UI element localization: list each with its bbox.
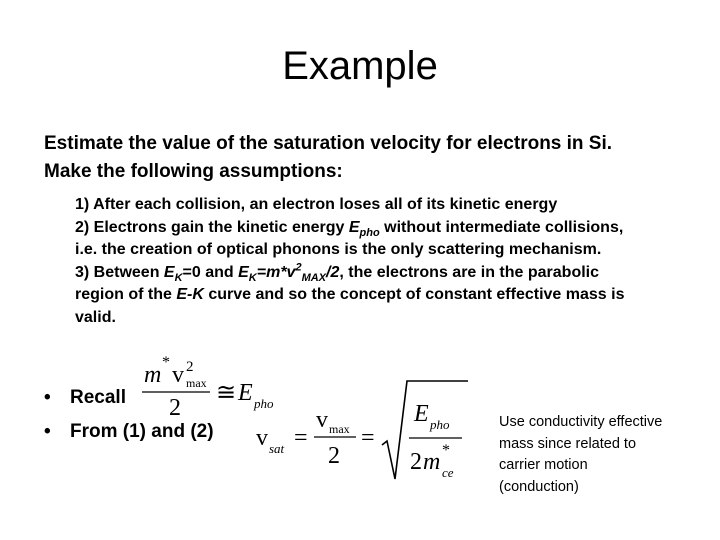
eq2-two: 2: [410, 449, 422, 475]
bullet-text: From (1) and (2): [70, 421, 214, 442]
assumption-1: 1) After each collision, an electron loses all of its kinetic energy: [75, 196, 558, 213]
assumption-2-text-e: i.e. the creation of optical phonons is the only scattering mechanism.: [75, 241, 602, 259]
assumption-2-text-a: 2) Electrons gain the kinetic energy: [75, 218, 349, 236]
assumption-3: [75, 262, 685, 330]
side-note-line-2: mass since related to: [499, 435, 637, 452]
assumption-3-text-a: 3) Between: [75, 263, 164, 281]
assumption-2-text-d: without intermediate collisions,: [379, 218, 624, 236]
eq1-energy: E: [238, 380, 253, 406]
bullet-text: Recall: [70, 387, 126, 408]
eq2-denominator: 2: [328, 443, 340, 469]
intro-line-2: Make the following assumptions:: [44, 161, 343, 182]
slide-title: Example: [282, 44, 438, 88]
eq2-star: *: [442, 442, 450, 459]
eq2-v: v: [256, 425, 268, 451]
bullet-marker: •: [44, 387, 51, 408]
assumption-2-symbol: E: [348, 218, 360, 236]
eq1-m: m: [144, 362, 162, 388]
assumption-2: [75, 217, 685, 262]
assumption-3-symbol-2: E: [238, 263, 249, 281]
intro-text: [44, 130, 704, 186]
assumption-3-text-d: =0 and: [182, 263, 239, 281]
assumption-3-superscript: 2: [295, 261, 302, 274]
assumption-3-formula: =m*v: [256, 263, 296, 281]
eq1-denominator: 2: [169, 395, 181, 421]
eq2-equals-1: =: [294, 425, 308, 451]
assumption-3-symbol-1: E: [163, 263, 175, 281]
assumption-3-ek-term: E-K: [176, 286, 204, 304]
bullet-marker: •: [44, 421, 51, 442]
eq2-ce: ce: [442, 465, 454, 480]
assumption-3-text-o: valid.: [75, 308, 116, 326]
eq2-energy: E: [414, 401, 429, 427]
side-note-line-1: Use conductivity effective: [499, 414, 663, 430]
eq1-squared: 2: [186, 359, 194, 375]
assumption-3-text-k: , the electrons are in the parabolic: [339, 263, 600, 281]
eq1-star: *: [162, 354, 170, 371]
eq2-v-max: v: [316, 407, 328, 433]
eq2-pho: pho: [430, 417, 450, 432]
eq1-max: max: [186, 376, 207, 390]
assumption-3-text-n: curve and so the concept of constant effective mass is: [203, 286, 625, 304]
assumption-3-formula-end: /2: [326, 263, 340, 281]
eq1-pho: pho: [254, 396, 274, 411]
eq2-sat: sat: [269, 441, 285, 456]
eq2-equals-2: =: [361, 425, 375, 451]
assumption-3-subscript-2: K: [248, 271, 257, 284]
eq1-approx: ≅: [216, 380, 237, 406]
assumption-3-subscript-1: K: [174, 271, 183, 284]
eq2-max: max: [329, 422, 350, 436]
assumption-2-subscript: pho: [359, 226, 380, 239]
assumption-3-subscript-max: MAX: [301, 271, 327, 284]
intro-line-1: Estimate the value of the saturation velocity for electrons in Si.: [44, 133, 613, 154]
assumption-list: [75, 194, 685, 330]
eq2-mass: m: [423, 449, 441, 475]
equation-saturation-velocity: [256, 375, 471, 487]
assumption-3-text-l: region of the: [75, 286, 177, 304]
eq1-v: v: [172, 362, 184, 388]
side-note-line-4: (conduction): [499, 478, 579, 495]
side-note-line-3: carrier motion: [499, 457, 588, 473]
side-note: [499, 412, 699, 498]
